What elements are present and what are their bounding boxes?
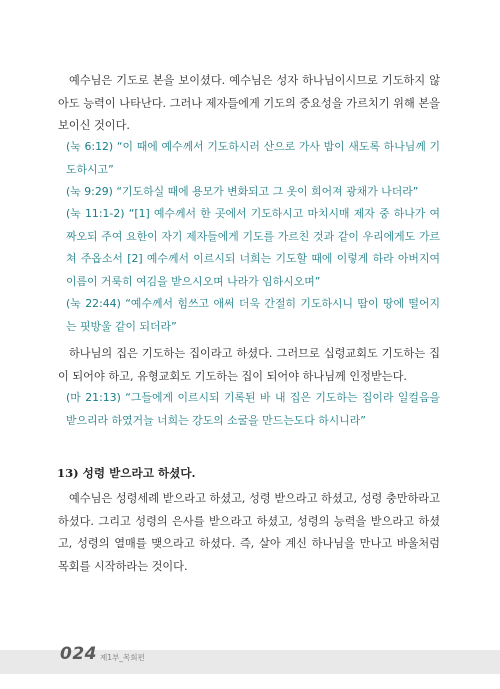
spirit-paragraph: 예수님은 성령세례 받으라고 하셨고, 성령 받으라고 하셨고, 성령 충만하라고 하셨다. 그리고 성령의 은사를 받으라고 하셨고, 성령의 능력을 받으라고 하셨고, 성령의 열매를 맺으라고 하셨다. 즉, 살아 계신 하나님을 만나고 바울처럼 목회를 시작하라는 것이다. — [58, 492, 440, 573]
footer-section-label: 제1부_목회편 — [100, 653, 145, 662]
verse-luke-6-12: (눅 6:12) “이 때에 예수께서 기도하시러 산으로 가사 밤이 새도록 하나님께 기도하시고” — [66, 140, 440, 176]
verse-luke-9-29: (눅 9:29) “기도하실 때에 용모가 변화되고 그 옷이 희어져 광채가 나더라” — [66, 185, 419, 198]
verse-luke-22-44: (눅 22:44) “예수께서 힘쓰고 애써 더욱 간절히 기도하시니 땀이 땅에 떨어지는 핏방울 같이 되더라” — [66, 297, 440, 333]
temple-paragraph: 하나님의 집은 기도하는 집이라고 하셨다. 그러므로 십령교회도 기도하는 집이 되어야 하고, 유형교회도 기도하는 집이 되어야 하나님께 인정받는다. — [58, 347, 440, 383]
verse-luke-11-1-2: (눅 11:1-2) “[1] 예수께서 한 곳에서 기도하시고 마치시매 제자 중 하나가 여짜오되 주여 요한이 자기 제자들에게 기도를 가르친 것과 같이 우리에게도 가르쳐 주옵소서 [2] 예수께서 이르시되 너희는 기도할 때에 이렇게 하라 아버지여 이름이 거룩히 여김을 받으시오며 나라가 임하시오며” — [66, 207, 440, 288]
verse-matthew-21-13: (마 21:13) “그들에게 이르시되 기록된 바 내 집은 기도하는 집이라 일컬음을 받으리라 하였거늘 너희는 강도의 소굴을 만드는도다 하시니라” — [66, 391, 440, 427]
section-heading: 13) 성령 받으라고 하셨다. — [57, 466, 196, 480]
intro-paragraph: 예수님은 기도로 본을 보이셨다. 예수님은 성자 하나님이시므로 기도하지 않아도 능력이 나타난다. 그러나 제자들에게 기도의 중요성을 가르치기 위해 본을 보이신 것이다. — [58, 74, 440, 132]
page-number: 024 — [60, 644, 97, 664]
